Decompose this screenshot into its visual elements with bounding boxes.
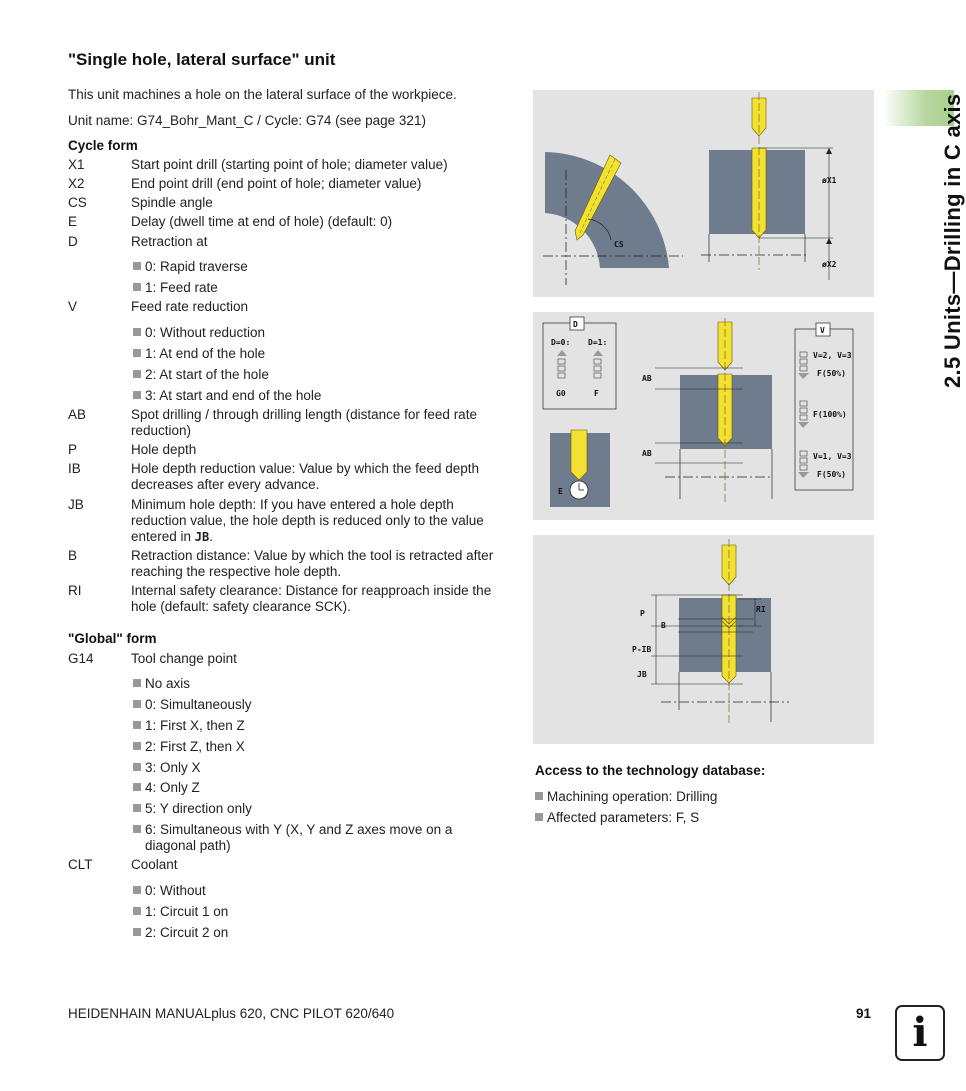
label-ab-top: AB xyxy=(642,374,652,383)
param-code: D xyxy=(68,234,78,249)
param-code: CS xyxy=(68,195,87,210)
param-code: E xyxy=(68,214,78,229)
chapter-title-text: 2.5 Units—Drilling in C axis xyxy=(940,93,965,388)
label-x1: øX1 xyxy=(822,176,837,185)
param-desc-end: . xyxy=(209,529,214,544)
param-desc: Hole depth reduction value: Value by which the feed depth decreases after every advance. xyxy=(131,461,479,492)
label-d0: D=0: xyxy=(551,338,571,347)
param-code: AB xyxy=(68,407,87,422)
option-item: 2: Circuit 2 on xyxy=(133,925,228,941)
info-icon: i xyxy=(895,1005,945,1061)
option-item: 1: At end of the hole xyxy=(133,346,265,362)
option-item: 4: Only Z xyxy=(133,780,200,796)
figure-hole-depth xyxy=(533,535,874,744)
intro-text: This unit machines a hole on the lateral surface of the workpiece. xyxy=(68,87,457,102)
param-desc: Internal safety clearance: Distance for reapproach inside the hole (default: safety clearance SCK). xyxy=(131,583,492,614)
param-desc xyxy=(131,497,506,545)
label-f50-top: F(50%) xyxy=(817,369,846,378)
page-number: 91 xyxy=(856,1006,872,1021)
label-x2: øX2 xyxy=(822,260,837,269)
tech-db-item: Machining operation: Drilling xyxy=(535,789,717,804)
param-code: B xyxy=(68,548,78,563)
option-item: 3: Only X xyxy=(133,760,201,776)
param-desc: Hole depth xyxy=(131,442,197,457)
label-jb: JB xyxy=(637,670,647,679)
param-desc: Coolant xyxy=(131,857,178,872)
param-code: CLT xyxy=(68,857,93,872)
option-item: 5: Y direction only xyxy=(133,801,252,817)
param-code: RI xyxy=(68,583,82,598)
label-ri: RI xyxy=(756,605,766,614)
param-code: P xyxy=(68,442,78,457)
option-item: 1: Circuit 1 on xyxy=(133,904,228,920)
label-v13: V=1, V=3 xyxy=(813,452,852,461)
param-desc-text: Minimum hole depth: If you have entered a hole depth reduction value, the hole depth is reduced only to the value entered in xyxy=(131,497,484,544)
param-code: JB xyxy=(68,497,84,512)
cycle-form-heading: Cycle form xyxy=(68,138,138,153)
label-g0: G0 xyxy=(556,389,566,398)
label-d1: D=1: xyxy=(588,338,608,347)
param-desc: Spindle angle xyxy=(131,195,213,210)
label-f50-bottom: F(50%) xyxy=(817,470,846,479)
param-desc: Tool change point xyxy=(131,651,237,666)
tech-db-item: Affected parameters: F, S xyxy=(535,810,699,825)
param-desc: Start point drill (starting point of hole; diameter value) xyxy=(131,157,448,172)
param-desc: End point drill (end point of hole; diameter value) xyxy=(131,176,422,191)
label-d: D xyxy=(573,320,578,329)
tech-db-heading: Access to the technology database: xyxy=(535,763,766,778)
unit-name-text: Unit name: G74_Bohr_Mant_C / Cycle: G74 (see page 321) xyxy=(68,113,426,128)
footer-text: HEIDENHAIN MANUALplus 620, CNC PILOT 620/640 xyxy=(68,1006,395,1021)
label-v23: V=2, V=3 xyxy=(813,351,852,360)
param-code: X2 xyxy=(68,176,85,191)
label-f100: F(100%) xyxy=(813,410,847,419)
option-item: 3: At start and end of the hole xyxy=(133,388,321,404)
param-code: V xyxy=(68,299,78,314)
option-item: 1: Feed rate xyxy=(133,280,218,296)
option-item: 0: Without reduction xyxy=(133,325,265,341)
label-b: B xyxy=(661,621,666,630)
label-e: E xyxy=(558,487,563,496)
label-p-ib: P-IB xyxy=(632,645,652,654)
param-code: G14 xyxy=(68,651,94,666)
option-item: 2: At start of the hole xyxy=(133,367,269,383)
param-code: IB xyxy=(68,461,81,476)
option-item: 0: Without xyxy=(133,883,206,899)
param-desc: Feed rate reduction xyxy=(131,299,249,314)
option-item: 0: Rapid traverse xyxy=(133,259,248,275)
section-title: "Single hole, lateral surface" unit xyxy=(68,50,336,69)
label-v: V xyxy=(820,326,825,335)
label-f: F xyxy=(594,389,599,398)
option-item: 2: First Z, then X xyxy=(133,739,245,755)
option-item: 6: Simultaneous with Y (X, Y and Z axes move on a diagonal path) xyxy=(133,822,505,854)
option-item: 1: First X, then Z xyxy=(133,718,245,734)
param-desc: Delay (dwell time at end of hole) (default: 0) xyxy=(131,214,393,229)
param-code: X1 xyxy=(68,157,85,172)
chapter-title xyxy=(910,90,965,390)
label-cs: CS xyxy=(614,240,624,249)
param-desc: Retraction at xyxy=(131,234,208,249)
figure-retraction-feed xyxy=(533,312,874,520)
param-desc: Spot drilling / through drilling length (distance for feed rate reduction) xyxy=(131,407,477,438)
global-form-heading: "Global" form xyxy=(68,631,157,646)
figure-lateral-hole xyxy=(533,90,874,297)
option-item: No axis xyxy=(133,676,190,692)
label-p: P xyxy=(640,609,645,618)
label-ab-bottom: AB xyxy=(642,449,652,458)
param-desc: Retraction distance: Value by which the tool is retracted after reaching the respective hole depth. xyxy=(131,548,494,579)
param-desc-code: JB xyxy=(194,530,210,544)
option-item: 0: Simultaneously xyxy=(133,697,252,713)
